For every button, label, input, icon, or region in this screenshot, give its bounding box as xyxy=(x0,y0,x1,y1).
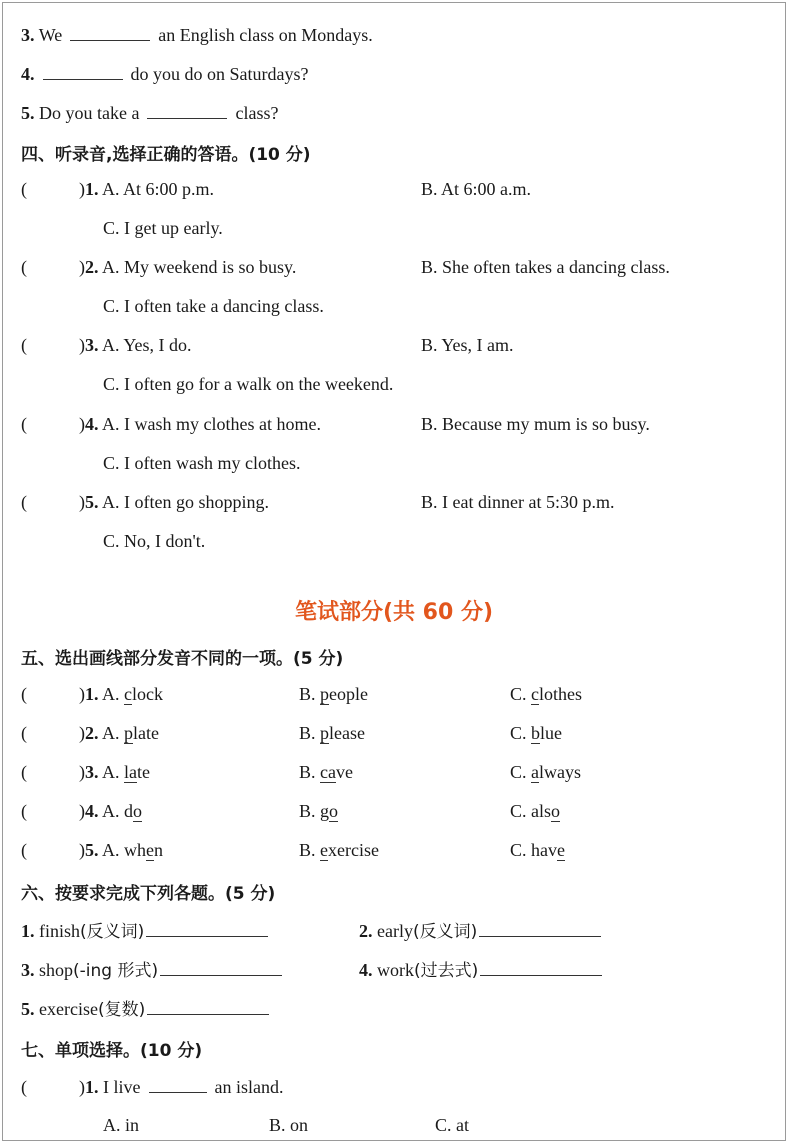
underlined-letters: c xyxy=(531,684,540,704)
fill-question-5: 5. Do you take a class? xyxy=(21,100,278,124)
part6-item-3: 3. shop(-ing 形式) xyxy=(21,957,290,982)
part5-option-a: A. late xyxy=(102,762,151,782)
part6-item-4: 4. work(过去式) xyxy=(359,957,610,982)
part5-item-5-option-c: C. have xyxy=(510,840,565,860)
part4-item-5-option-c: C. No, I don't. xyxy=(103,531,206,551)
part4-item-5-option-b: B. I eat dinner at 5:30 p.m. xyxy=(421,492,615,512)
part4-item-1-option-b: B. At 6:00 a.m. xyxy=(421,179,532,199)
part5-item-3-option-b: B. cave xyxy=(299,762,353,782)
part7-title: 七、单项选择。(10 分) xyxy=(21,1041,203,1061)
underlined-letters: o xyxy=(551,801,561,821)
part7-item-1-option-a: A. in xyxy=(103,1115,139,1135)
answer-blank[interactable] xyxy=(147,100,227,119)
part4-item-1-option-c: C. I get up early. xyxy=(103,218,223,238)
part5-item-3-option-c: C. always xyxy=(510,762,582,782)
answer-blank[interactable] xyxy=(479,918,601,937)
part4-item-3-option-b: B. Yes, I am. xyxy=(421,335,514,355)
answer-blank[interactable] xyxy=(160,957,282,976)
underlined-letters: la xyxy=(124,762,138,782)
underlined-letters: c xyxy=(124,684,133,704)
underlined-letters: ca xyxy=(320,762,336,782)
part5-option-a: A. plate xyxy=(102,723,159,743)
part5-item-4: ( )4. A. do xyxy=(21,801,143,821)
part4-item-4: ( )4. A. I wash my clothes at home. xyxy=(21,414,321,434)
part4-item-2: ( )2. A. My weekend is so busy. xyxy=(21,257,297,277)
part6-item-2: 2. early(反义词) xyxy=(359,918,609,943)
part5-item-5-option-b: B. exercise xyxy=(299,840,379,860)
part5-title: 五、选出画线部分发音不同的一项。(5 分) xyxy=(21,649,344,669)
part4-item-4-option-c: C. I often wash my clothes. xyxy=(103,453,301,473)
underlined-letters: o xyxy=(329,801,339,821)
part5-item-2: ( )2. A. plate xyxy=(21,723,159,743)
part6-title: 六、按要求完成下列各题。(5 分) xyxy=(21,884,276,904)
underlined-letters: p xyxy=(124,723,134,743)
underlined-letters: e xyxy=(320,840,329,860)
part4-item-1: ( )1. A. At 6:00 p.m. xyxy=(21,179,215,199)
underlined-letters: b xyxy=(531,723,541,743)
part4-item-2-option-c: C. I often take a dancing class. xyxy=(103,296,324,316)
underlined-letters: a xyxy=(531,762,540,782)
worksheet-page xyxy=(2,2,786,1141)
part5-option-a: A. when xyxy=(102,840,164,860)
underlined-letters: p xyxy=(320,684,330,704)
part5-item-2-option-b: B. please xyxy=(299,723,365,743)
answer-blank[interactable] xyxy=(43,61,123,80)
part6-item-1: 1. finish(反义词) xyxy=(21,918,276,943)
answer-blank[interactable] xyxy=(70,22,150,41)
answer-blank[interactable] xyxy=(149,1074,207,1093)
part4-item-5: ( )5. A. I often go shopping. xyxy=(21,492,269,512)
part4-item-2-option-b: B. She often takes a dancing class. xyxy=(421,257,670,277)
underlined-letters: o xyxy=(133,801,143,821)
part7-item-1: ( )1. I live an island. xyxy=(21,1074,284,1098)
part5-item-1: ( )1. A. clock xyxy=(21,684,164,704)
written-section-title: 笔试部分(共 60 分) xyxy=(294,600,494,625)
part7-item-1-option-b: B. on xyxy=(269,1115,309,1135)
part7-item-1-option-c: C. at xyxy=(435,1115,469,1135)
part5-item-3: ( )3. A. late xyxy=(21,762,151,782)
fill-question-4: 4. do you do on Saturdays? xyxy=(21,61,308,85)
part5-item-5: ( )5. A. when xyxy=(21,840,164,860)
part4-item-3: ( )3. A. Yes, I do. xyxy=(21,335,192,355)
part5-item-1-option-c: C. clothes xyxy=(510,684,583,704)
underlined-letters: p xyxy=(320,723,330,743)
part4-item-4-option-b: B. Because my mum is so busy. xyxy=(421,414,650,434)
part5-option-a: A. clock xyxy=(102,684,164,704)
underlined-letters: e xyxy=(557,840,565,860)
underlined-letters: e xyxy=(146,840,155,860)
part4-title: 四、听录音,选择正确的答语。(10 分) xyxy=(21,145,311,165)
fill-question-3: 3. We an English class on Mondays. xyxy=(21,22,373,46)
answer-blank[interactable] xyxy=(480,957,602,976)
part5-item-1-option-b: B. people xyxy=(299,684,368,704)
part5-item-2-option-c: C. blue xyxy=(510,723,563,743)
part5-item-4-option-b: B. go xyxy=(299,801,339,821)
part6-item-5: 5. exercise(复数) xyxy=(21,996,277,1021)
part5-option-a: A. do xyxy=(102,801,143,821)
answer-blank[interactable] xyxy=(147,996,269,1015)
part4-item-3-option-c: C. I often go for a walk on the weekend. xyxy=(103,374,394,394)
part5-item-4-option-c: C. also xyxy=(510,801,561,821)
answer-blank[interactable] xyxy=(146,918,268,937)
